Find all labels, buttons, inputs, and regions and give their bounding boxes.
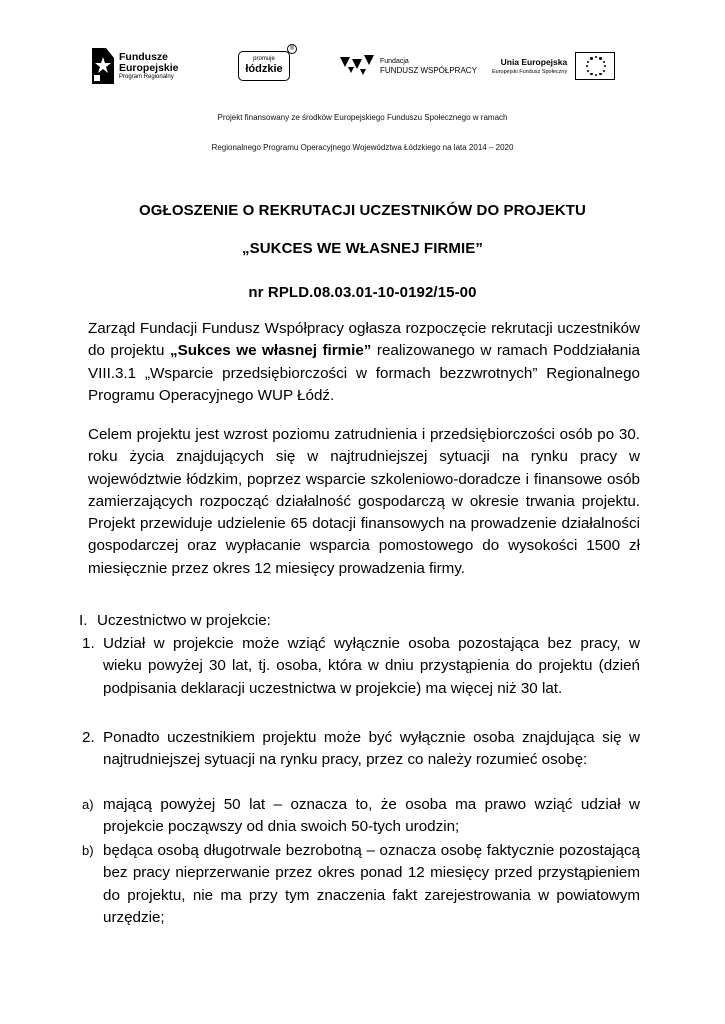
list-item: będąca osobą długotrwale bezrobotną – oznacza osobę faktycznie pozostającą bez pracy nieprzerwanie przez okres ponad 12 miesięcy przed przystąpieniem do projektu, nie ma przy tym znaczenia fakt zarejestrowania w powiatowym urzędzie; [103,842,640,926]
fundacja-mark-icon [340,53,376,79]
fundacja-fundusz-wspolpracy-logo [340,40,490,92]
fe-star-icon [92,48,114,84]
logo-bar [0,40,725,92]
section-marker: I. [79,612,88,629]
list-item: mającą powyżej 50 lat – oznacza to, że osoba ma prawo wziąć udział w projekcie począwszy od dnia swoich 50-tych urodzin; [103,796,640,836]
fundacja-small-text: Fundacja [380,57,409,65]
intro-p1-after: realizowanego w ramach Poddziałania VIII.3.1 „Wsparcie przedsiębiorczości w formach bezzwrotnych” Regionalnego Programu Operacyjnego WUP Łódź. [88,342,641,404]
list-item: Ponadto uczestnikiem projektu może być wyłącznie osoba znajdująca się w najtrudniejszej sytuacji na rynku pracy, przez co należy rozumieć osobę: [103,729,640,769]
page-title: OGŁOSZENIE O REKRUTACJI UCZESTNIKÓW DO PROJEKTU [139,202,586,219]
project-name: „SUKCES WE WŁASNEJ FIRMIE” [242,240,483,257]
list-item-marker: 1. [82,635,95,652]
section-heading: Uczestnictwo w projekcie: [97,612,271,629]
fundusze-europejskie-logo [92,40,202,92]
funding-line-2: Regionalnego Programu Operacyjnego Województwa Łódzkiego na lata 2014 – 2020 [211,143,514,152]
intro-p1-before: Zarząd Fundacji Fundusz Współpracy ogłasza rozpoczęcie rekrutacji uczestników do projektu [88,320,640,360]
unia-europejska-logo [492,40,632,92]
eu-flag-icon [575,52,615,80]
list-item: Udział w projekcie może wziąć wyłącznie osoba pozostająca bez pracy, w wieku powyżej 30 lat, tj. osoba, która w dniu przystąpienia do projektu (dzień podpisania deklaracji uczestnictwa w projekcie) ma więcej niż 30 lat. [103,635,640,697]
fe-line1: Fundusze [119,51,168,63]
ue-line1: Unia Europejska [500,56,568,67]
intro-p1-project-name: „Sukces we własnej firmie” [169,342,372,360]
promuje-lodzkie-logo [238,40,296,92]
promuje-big-text: łódzkie [245,63,283,75]
list-item-marker: b) [82,843,94,858]
intro-paragraph-1 [88,318,640,407]
funding-line-1: Projekt finansowany ze środków Europejskiego Funduszu Społecznego w ramach [217,113,508,122]
list-item-marker: a) [82,797,94,812]
fundacja-big-text: FUNDUSZ WSPÓŁPRACY [380,65,477,75]
fe-line2: Europejskie [119,62,179,74]
project-number: nr RPLD.08.03.01-10-0192/15-00 [248,284,477,301]
fe-line3: Program Regionalny [119,74,174,80]
intro-paragraph-2: Celem projektu jest wzrost poziomu zatrudnienia i przedsiębiorczości osób po 30. roku życia znajdujących się w najtrudniejszej sytuacji na rynku pracy w województwie łódzkim, poprzez wsparcie szkoleniowo-doradcze i finansowe osób zamierzających rozpocząć działalność gospodarczą w okresie trwania projektu. Projekt przewiduje udzielenie 65 dotacji finansowych na prowadzenie działalności gospodarczej oraz wypłacanie wsparcia pomostowego do wysokości 1500 zł miesięcznie przez okres 12 miesięcy prowadzenia firmy. [88,426,640,577]
ue-line2: Europejski Fundusz Społeczny [492,68,568,75]
list-item-marker: 2. [82,729,95,746]
promuje-small-text: promuje [253,56,275,62]
registered-mark-icon: ® [287,44,297,54]
